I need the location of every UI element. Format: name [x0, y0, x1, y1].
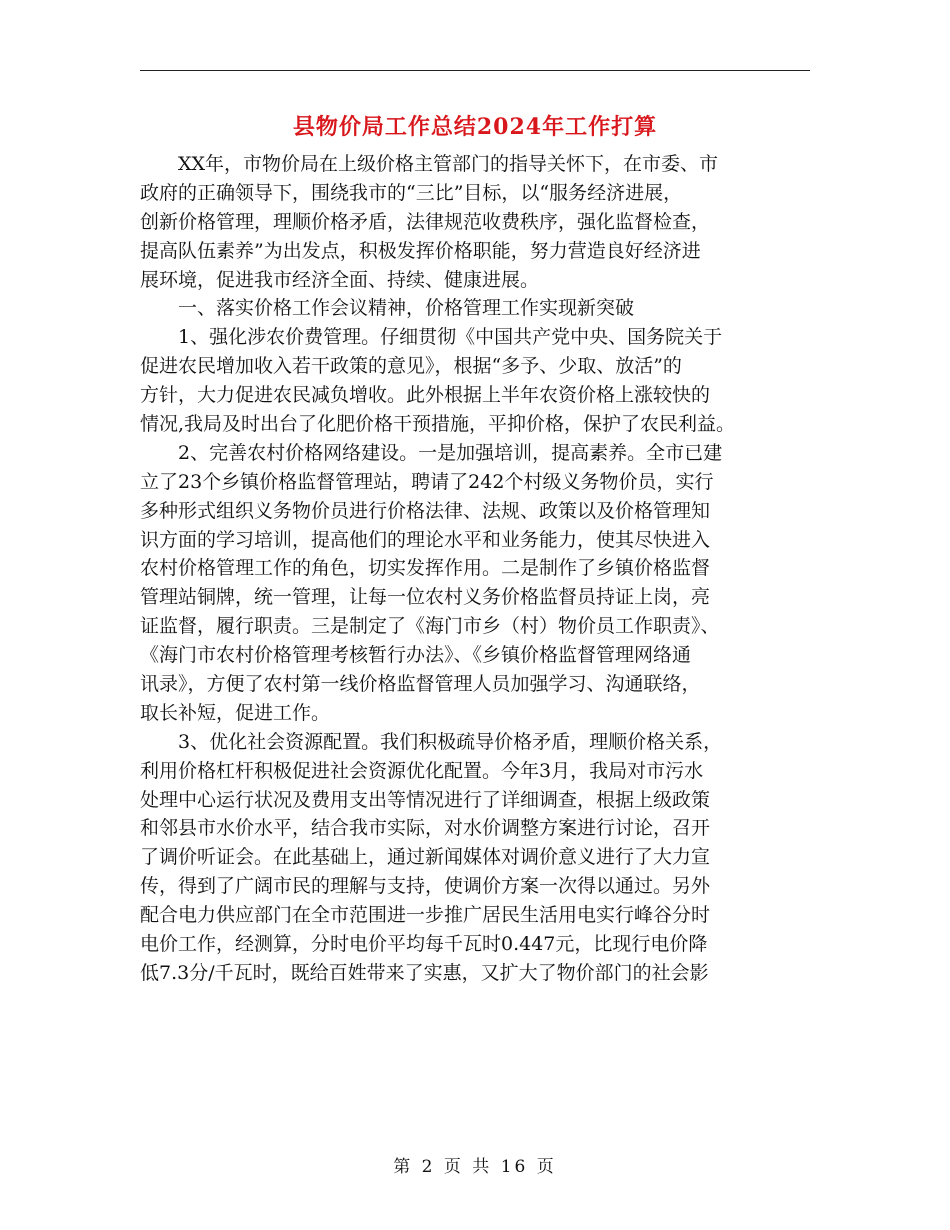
body-line: 了调价听证会。在此基础上，通过新闻媒体对调价意义进行了大力宣 — [140, 846, 711, 869]
body-line: 提高队伍素养”为出发点，积极发挥价格职能，努力营造良好经济进 — [140, 239, 701, 262]
body-line: 利用价格杠杆积极促进社会资源优化配置。今年3月，我局对市污水 — [140, 759, 704, 782]
body-line: 《海门市农村价格管理考核暂行办法》、《乡镇价格监督管理网络通 — [140, 644, 692, 667]
body-line: 管理站铜牌，统一管理，让每一位农村义务价格监督员持证上岗，亮 — [140, 586, 711, 609]
header-rule — [140, 70, 810, 71]
body-line: 多种形式组织义务物价员进行价格法律、法规、政策以及价格管理知 — [140, 499, 711, 522]
page-footer: 第 2 页 共 16 页 — [393, 1157, 557, 1177]
body-line: 取长补短，促进工作。 — [140, 701, 331, 724]
body-line: 处理中心运行状况及费用支出等情况进行了详细调查，根据上级政策 — [140, 788, 711, 811]
body-line: 情况,我局及时出台了化肥价格干预措施，平抑价格，保护了农民利益。 — [140, 413, 736, 436]
body-line: 1、强化涉农价费管理。仔细贯彻《中国共产党中央、国务院关于 — [140, 326, 723, 349]
body-line: 2、完善农村价格网络建设。一是加强培训，提高素养。全市已建 — [140, 441, 723, 464]
body-line: 促进农民增加收入若干政策的意见》，根据“多予、少取、放活”的 — [140, 355, 682, 378]
body-line: 识方面的学习培训，提高他们的理论水平和业务能力，使其尽快进入 — [140, 528, 711, 551]
body-line: 和邻县市水价水平，结合我市实际，对水价调整方案进行讨论，召开 — [140, 817, 711, 840]
body-line: 农村价格管理工作的角色，切实发挥作用。二是制作了乡镇价格监督 — [140, 557, 711, 580]
document-title: 县物价局工作总结2024年工作打算 — [292, 114, 658, 140]
body-line: 一、落实价格工作会议精神，价格管理工作实现新突破 — [140, 297, 635, 320]
body-line: 创新价格管理，理顺价格矛盾，法律规范收费秩序，强化监督检查， — [140, 210, 711, 233]
body-line: 传，得到了广阔市民的理解与支持，使调价方案一次得以通过。另外 — [140, 875, 711, 898]
body-line: 展环境，促进我市经济全面、持续、健康进展。 — [140, 268, 540, 291]
body-line: 讯录》，方便了农村第一线价格监督管理人员加强学习、沟通联络， — [140, 673, 701, 696]
body-line: 立了23个乡镇价格监督管理站，聘请了242个村级义务物价员，实行 — [140, 470, 714, 493]
body-line: 配合电力供应部门在全市范围进一步推广居民生活用电实行峰谷分时 — [140, 904, 711, 927]
document-body — [140, 150, 812, 988]
body-line: 电价工作，经测算，分时电价平均每千瓦时0.447元，比现行电价降 — [140, 933, 708, 956]
body-line: 证监督，履行职责。三是制定了《海门市乡（村）物价员工作职责》、 — [140, 615, 720, 638]
body-line: XX年，市物价局在上级价格主管部门的指导关怀下，在市委、市 — [140, 153, 719, 175]
body-line: 政府的正确领导下，围绕我市的“三比”目标，以“服务经济进展， — [140, 181, 683, 204]
body-line: 3、优化社会资源配置。我们积极疏导价格矛盾，理顺价格关系， — [140, 730, 723, 753]
body-line: 低7.3分/千瓦时，既给百姓带来了实惠，又扩大了物价部门的社会影 — [140, 961, 709, 984]
body-line: 方针，大力促进农民减负增收。此外根据上半年农资价格上涨较快的 — [140, 384, 711, 407]
